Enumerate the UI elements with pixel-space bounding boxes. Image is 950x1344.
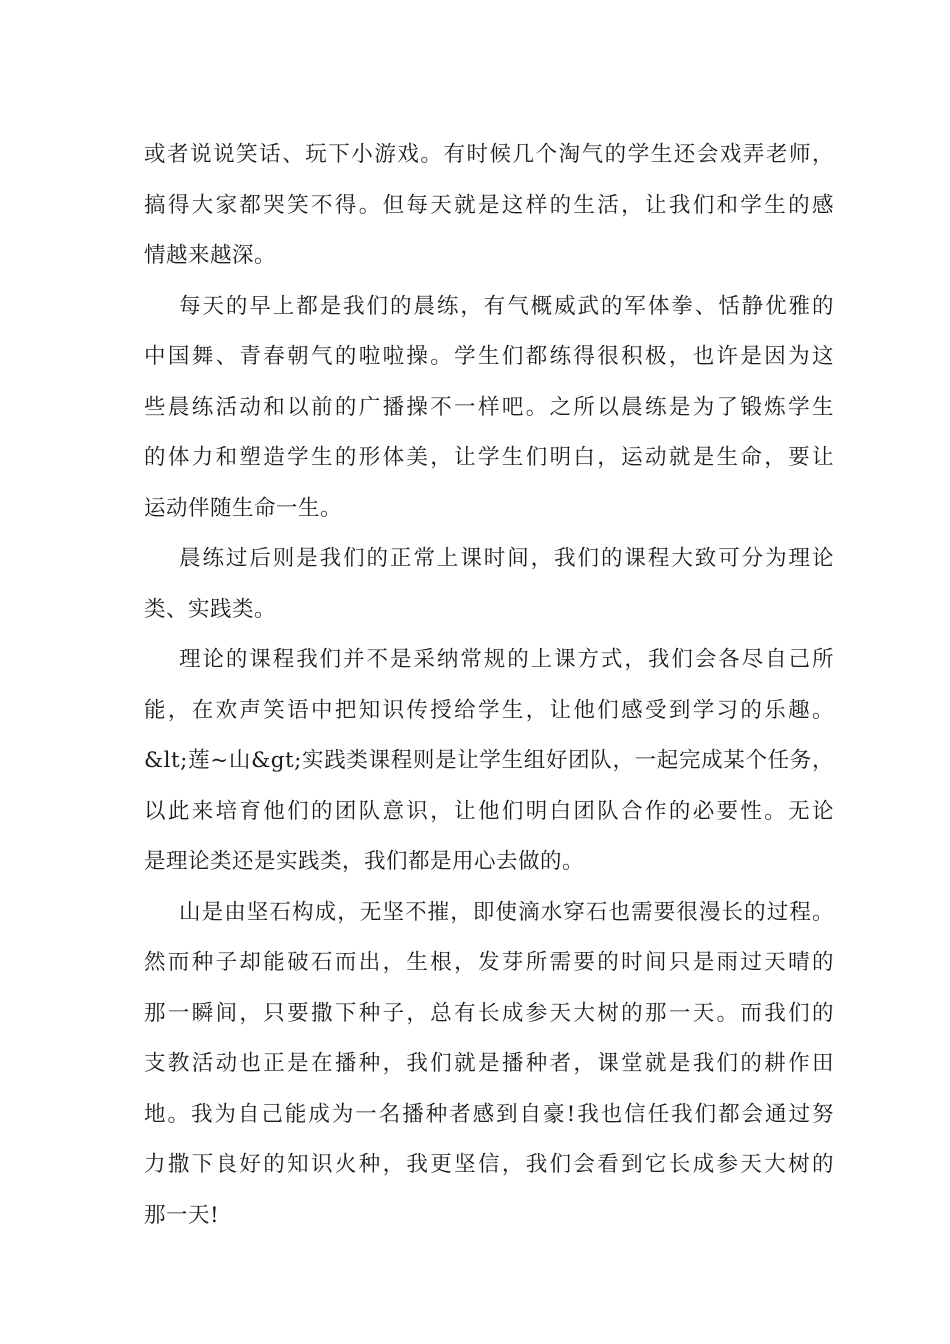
text-line: 的体力和塑造学生的形体美，让学生们明白，运动就是生命，要让	[144, 445, 834, 470]
text-line: 晨练过后则是我们的正常上课时间，我们的课程大致可分为理论	[179, 546, 834, 571]
body-text	[144, 130, 834, 1241]
text-line: 些晨练活动和以前的广播操不一样吧。之所以晨练是为了锻炼学生	[144, 394, 834, 420]
text-line: 理论的课程我们并不是采纳常规的上课方式，我们会各尽自己所	[179, 647, 834, 672]
text-line: &lt;莲~山&gt;实践类课程则是让学生组好团队，一起完成某个任务，	[144, 748, 834, 773]
text-line: 搞得大家都哭笑不得。但每天就是这样的生活，让我们和学生的感	[144, 192, 834, 218]
text-line: 力撒下良好的知识火种，我更坚信，我们会看到它长成参天大树的	[144, 1152, 834, 1177]
text-line: 以此来培育他们的团队意识，让他们明白团队合作的必要性。无论	[144, 798, 834, 824]
text-line: 地。我为自己能成为一名播种者感到自豪!我也信任我们都会通过努	[144, 1101, 834, 1127]
text-line: 山是由坚石构成，无坚不摧，即使滴水穿石也需要很漫长的过程。	[179, 899, 834, 925]
text-line: 类、实践类。	[144, 596, 277, 622]
text-line: 每天的早上都是我们的晨练，有气概威武的军体拳、恬静优雅的	[179, 293, 834, 319]
text-line: 然而种子却能破石而出，生根，发芽所需要的时间只是雨过天晴的	[144, 950, 834, 975]
text-line: 那一天!	[144, 1202, 220, 1228]
text-line: 能，在欢声笑语中把知识传授给学生，让他们感受到学习的乐趣。	[144, 697, 834, 723]
text-line: 情越来越深。	[144, 243, 277, 268]
text-line: 中国舞、青春朝气的啦啦操。学生们都练得很积极，也许是因为这	[144, 344, 834, 369]
text-line: 运动伴随生命一生。	[144, 495, 343, 521]
text-line: 那一瞬间，只要撒下种子，总有长成参天大树的那一天。而我们的	[144, 1000, 834, 1026]
text-line: 支教活动也正是在播种，我们就是播种者，课堂就是我们的耕作田	[144, 1051, 834, 1076]
text-line: 或者说说笑话、玩下小游戏。有时候几个淘气的学生还会戏弄老师，	[144, 142, 834, 167]
text-line: 是理论类还是实践类，我们都是用心去做的。	[144, 849, 585, 874]
